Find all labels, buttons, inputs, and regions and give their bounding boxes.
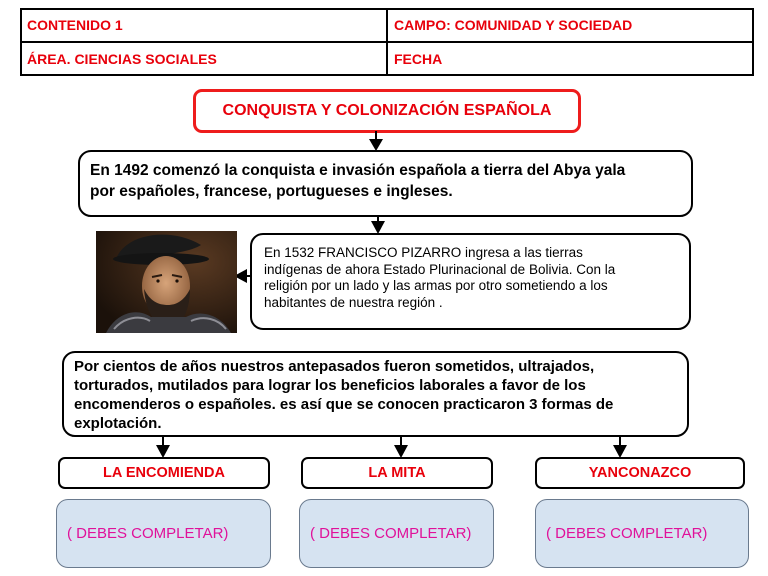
- pizarro-line: En 1532 FRANCISCO PIZARRO ingresa a las tierras: [264, 245, 583, 260]
- answer-yanconazco[interactable]: [535, 499, 749, 568]
- page-title: CONQUISTA Y COLONIZACIÓN ESPAÑOLA: [193, 89, 581, 133]
- conquistador-portrait-icon: [96, 231, 237, 333]
- exploitation-line: Por cientos de años nuestros antepasados fueron sometidos, ultrajados,: [74, 358, 595, 375]
- answer-mita[interactable]: [299, 499, 494, 568]
- answer-placeholder: ( DEBES COMPLETAR): [546, 525, 708, 542]
- contenido-cell: CONTENIDO 1: [27, 17, 123, 33]
- label-yanconazco: YANCONAZCO: [535, 457, 745, 489]
- fecha-cell: FECHA: [394, 51, 443, 67]
- exploitation-line: explotación.: [74, 415, 162, 432]
- pizarro-box: [250, 233, 691, 330]
- label-mita: LA MITA: [301, 457, 493, 489]
- label-encomienda: LA ENCOMIENDA: [58, 457, 270, 489]
- pizarro-line: habitantes de nuestra región .: [264, 294, 443, 310]
- area-cell: ÁREA. CIENCIAS SOCIALES: [27, 51, 217, 67]
- intro-line: En 1492 comenzó la conquista e invasión española a tierra del Abya yala: [90, 162, 626, 179]
- pizarro-line: indígenas de ahora Estado Plurinacional de Bolivia. Con la: [264, 261, 616, 277]
- answer-placeholder: ( DEBES COMPLETAR): [67, 525, 229, 542]
- intro-line: por españoles, francese, portugueses e ingleses.: [90, 183, 453, 200]
- exploitation-line: torturados, mutilados para lograr los beneficios laborales a favor de los: [74, 377, 586, 394]
- exploitation-box: [62, 351, 689, 437]
- answer-encomienda[interactable]: [56, 499, 271, 568]
- intro-box: [78, 150, 693, 217]
- answer-placeholder: ( DEBES COMPLETAR): [310, 525, 472, 542]
- campo-cell: CAMPO: COMUNIDAD Y SOCIEDAD: [394, 17, 633, 33]
- pizarro-line: religión por un lado y las armas por otro sometiendo a los: [264, 278, 608, 293]
- exploitation-line: encomenderos o españoles. es así que se conocen practicaron 3 formas de: [74, 396, 614, 413]
